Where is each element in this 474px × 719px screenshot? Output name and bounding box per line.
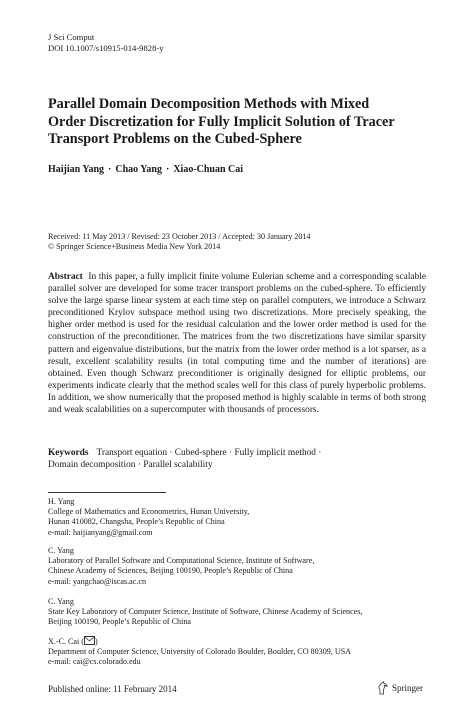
affiliation-block — [48, 497, 438, 538]
journal-header — [48, 32, 164, 53]
title-line: Parallel Domain Decomposition Methods with Mixed — [48, 96, 370, 112]
affiliation-line: Chinese Academy of Sciences, Beijing 100190, People’s Republic of China — [48, 566, 293, 576]
keywords — [48, 447, 428, 471]
title-line: Order Discretization for Fully Implicit Solution of Tracer — [48, 113, 395, 130]
publication-dates — [48, 232, 310, 252]
affiliation-author: C. Yang — [48, 597, 74, 606]
author-separator: · — [108, 164, 112, 175]
affiliation-line: Department of Computer Science, University of Colorado Boulder, Boulder, CO 80309, USA — [48, 647, 352, 657]
affiliation-author — [48, 636, 438, 647]
author-list — [48, 164, 243, 176]
abstract-label: Abstract — [48, 272, 83, 282]
publisher-name: Springer — [392, 683, 423, 693]
affiliation-line: Laboratory of Parallel Software and Computational Science, Institute of Software, — [48, 556, 315, 566]
affiliation-block — [48, 597, 438, 628]
abstract — [48, 271, 426, 416]
springer-horse-icon — [377, 681, 389, 695]
abstract-text: In this paper, a fully implicit finite volume Eulerian scheme and a corresponding scalable parallel solver are developed for some tracer transport problems on the cubed-sphere. To efficiently solve the large sparse linear system at each time step on parallel computers, we introduce a Schwarz preconditioned Krylov subspace method using two discretizations. More precisely speaking, the higher order method is used for the residual calculation and the lower order method is used for the construction of the preconditioner. The matrices from the two discretizations have similar sparsity pattern and eigenvalue distributions, but the matrix from the lower order method is a lot sparser, as a result, excellent scalability results (in total computing time and the number of iterations) are obtained. Even though Schwarz preconditioner is originally designed for elliptic problems, our experiments indicate clearly that the method scales well for this class of purely hyperbolic problems. In addition, we show numerically that the proposed method is highly scalable in terms of both strong and weak scalabilities on a supercomputer with thousands of processors. — [48, 272, 426, 416]
author-separator: · — [165, 164, 170, 175]
keywords-line: Transport equation · Cubed-sphere · Fully implicit method · — [96, 448, 322, 458]
envelope-icon — [84, 636, 95, 645]
paper-title — [48, 96, 433, 149]
title-line: Transport Problems on the Cubed-Sphere — [48, 131, 302, 147]
affiliation-line: Beijing 100190, People’s Republic of China — [48, 617, 191, 627]
author-name: Haijian Yang — [48, 164, 105, 175]
affiliation-email: e-mail: haijianyang@gmail.com — [48, 527, 153, 537]
affiliation-block — [48, 546, 438, 587]
affiliation-author-suffix: ) — [94, 637, 98, 646]
affiliation-email: e-mail: yangchao@iscas.ac.cn — [48, 576, 147, 586]
affiliation-line: State Key Laboratory of Computer Science, Institute of Software, Chinese Academy of Sciences, — [48, 607, 363, 617]
footnote-rule — [48, 492, 166, 493]
keywords-label: Keywords — [48, 448, 89, 458]
affiliation-line: Hunan 410082, Changsha, People’s Republic of China — [48, 517, 225, 527]
author-name: Xiao-Chuan Cai — [173, 164, 244, 175]
affiliation-author: C. Yang — [48, 546, 74, 555]
publisher-logo — [377, 681, 423, 695]
journal-doi: DOI 10.1007/s10915-014-9828-y — [48, 42, 164, 53]
affiliation-block — [48, 636, 438, 668]
author-name: Chao Yang — [115, 164, 162, 175]
history-dates: Received: 11 May 2013 / Revised: 23 October 2013 / Accepted: 30 January 2014 — [48, 232, 311, 241]
journal-name: J Sci Comput — [48, 32, 95, 42]
published-online: Published online: 11 February 2014 — [48, 684, 177, 694]
copyright-line: © Springer Science+Business Media New York 2014 — [48, 242, 221, 252]
affiliation-author: H. Yang — [48, 497, 75, 506]
affiliation-author-name: X.-C. Cai ( — [48, 637, 84, 646]
keywords-line: Domain decomposition · Parallel scalability — [48, 460, 213, 471]
affiliation-line: College of Mathematics and Econometrics, Hunan University, — [48, 507, 250, 517]
affiliation-email: e-mail: cai@cs.colorado.edu — [48, 657, 141, 667]
